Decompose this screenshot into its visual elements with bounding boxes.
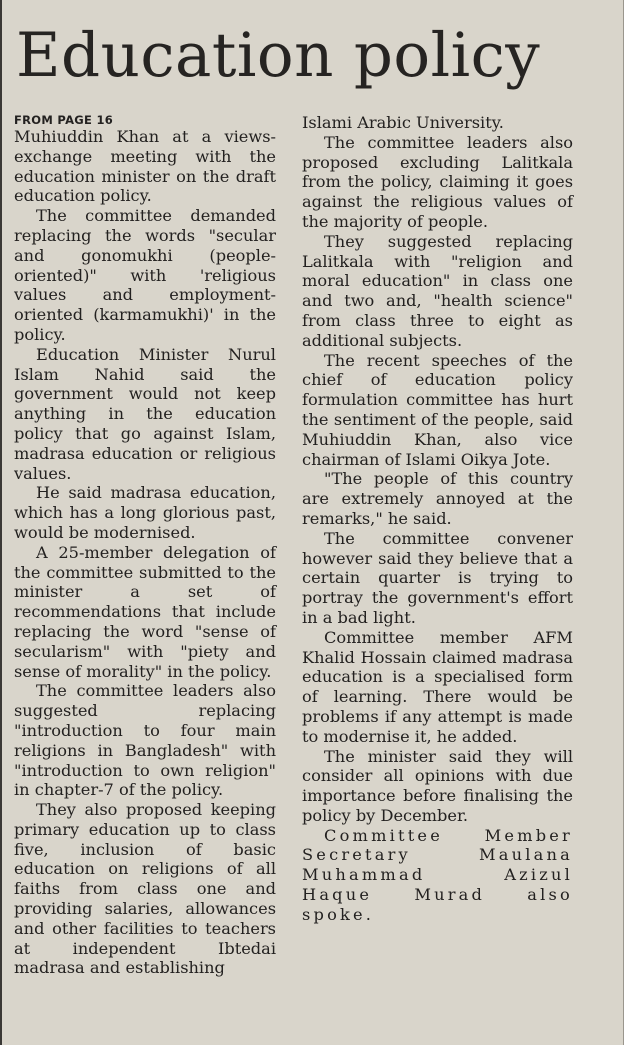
paragraph: The committee leaders also suggested replacing "introduction to four main religions in Bangladesh" with "introduction to own religion" in chapter-7 of the policy. [14,681,276,800]
headline: Education policy [16,20,541,91]
paragraph: The minister said they will consider all opinions with due importance before finalising the policy by December. [302,746,573,825]
paragraph: The committee demanded replacing the words "secular and gonomukhi (people-oriented)" with 'religious values and employment-oriented (karmamukhi)' in the policy. [14,206,276,344]
paragraph: A 25-member delegation of the committee submitted to the minister a set of recommendations that include replacing the word "sense of secularism" with "piety and sense of morality" in the policy. [14,542,276,681]
paragraph: They suggested replacing Lalitkala with "religion and moral education" in class one and two and, "health science" from class three to eight as additional subjects. [302,231,573,350]
article-column-right [302,113,573,925]
article-column-left [14,113,276,978]
paragraph: Committee Member Secretary Maulana Muhammad Azizul Haque Murad also spoke. [302,825,573,924]
paragraph: The committee convener however said they believe that a certain quarter is trying to portray the government's effort in a bad light. [302,528,573,627]
paragraph: The recent speeches of the chief of education policy formulation committee has hurt the sentiment of the people, said Muhiuddin Khan, also vice chairman of Islami Oikya Jote. [302,350,573,469]
paragraph: Muhiuddin Khan at a views-exchange meeting with the education minister on the draft education policy. [14,127,276,206]
paragraph: Education Minister Nurul Islam Nahid said the government would not keep anything in the education policy that go against Islam, madrasa education or religious values. [14,344,276,483]
paragraph: "The people of this country are extremely annoyed at the remarks," he said. [302,469,573,528]
paragraph: They also proposed keeping primary education up to class five, inclusion of basic education on religions of all faiths from class one and providing salaries, allowances and other facilities to teachers at independent Ibtedai madrasa and establishing [14,800,276,978]
continuation-label: FROM PAGE 16 [14,113,114,127]
paragraph: Committee member AFM Khalid Hossain claimed madrasa education is a specialised form of learning. There would be problems if any attempt is made to modernise it, he added. [302,627,573,746]
paragraph: He said madrasa education, which has a long glorious past, would be modernised. [14,483,276,542]
paragraph: Islami Arabic University. [302,113,504,132]
paragraph: The committee leaders also proposed excluding Lalitkala from the policy, claiming it goes against the religious values of the majority of people. [302,132,573,231]
